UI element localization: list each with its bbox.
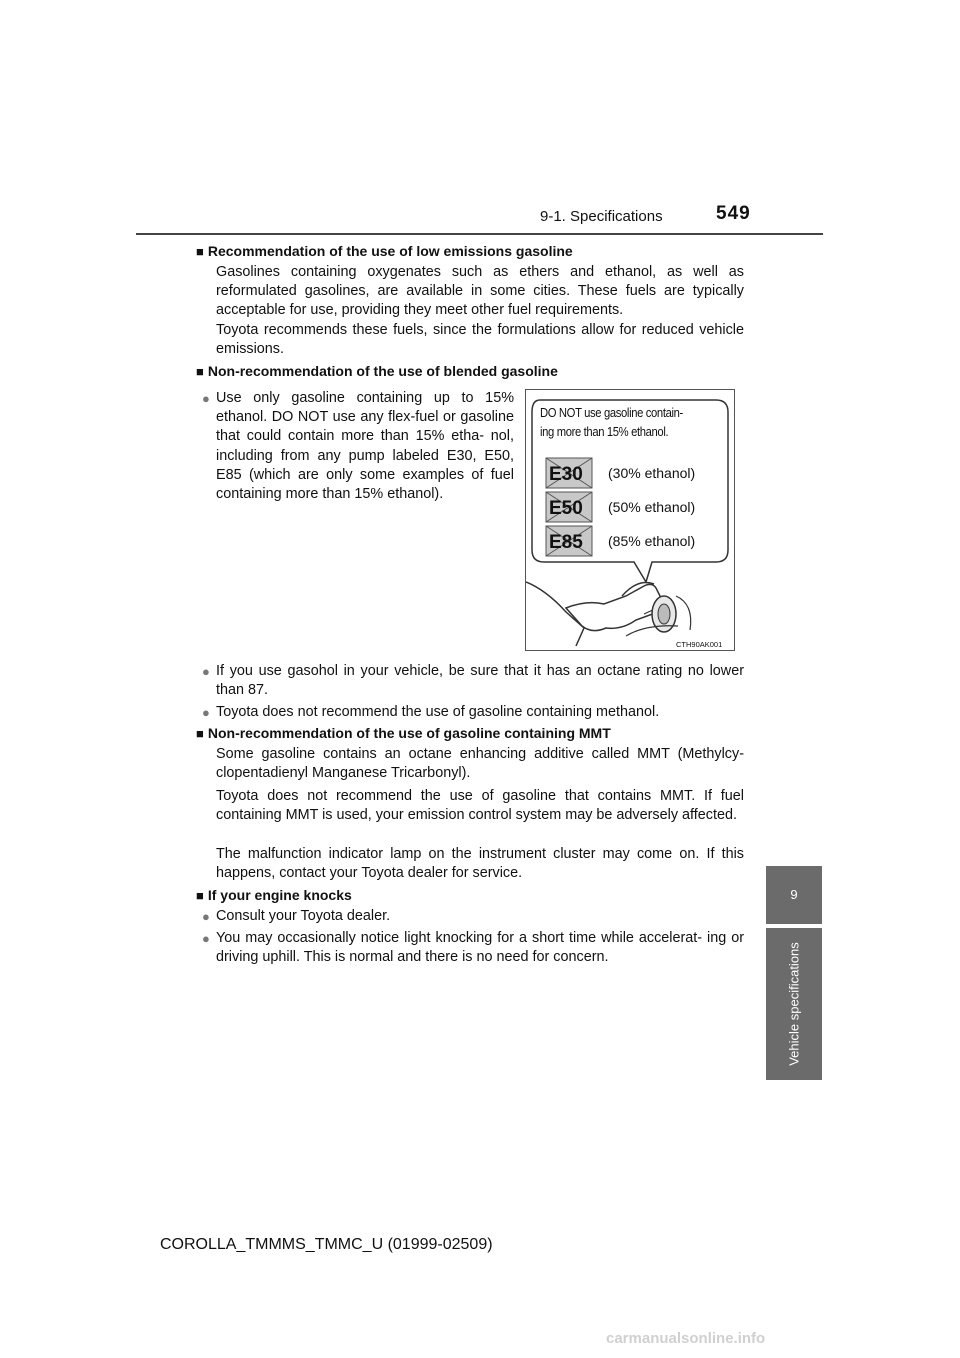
chapter-tab-text: Vehicle specifications [786, 942, 802, 1066]
paragraph-mmt-definition: Some gasoline contains an octane enhancing additive called MMT (Methylcy- clopentadienyl Manganese Tricarbonyl). [216, 746, 744, 782]
fuel-code-list [549, 458, 583, 560]
fuel-code-e85: E85 [549, 532, 583, 553]
circle-bullet-icon: ● [202, 391, 210, 406]
fuel-warning-figure [525, 389, 735, 651]
circle-bullet-icon: ● [202, 931, 210, 946]
chapter-tab-number: 9 [766, 866, 822, 924]
fuel-desc-e30: (30% ethanol) [608, 465, 696, 481]
watermark: carmanualsonline.info [606, 1330, 766, 1347]
heading-engine-knocks: ■ If your engine knocks [196, 887, 352, 903]
fuel-desc-list [608, 456, 695, 558]
figure-id: CTH90AK001 [676, 640, 723, 649]
bullet-ethanol-limit: ● Use only gasoline containing up to 15% ethanol. DO NOT use any flex-fuel or gasoline that could contain more than 15% etha- nol, including from any pump labeled E30, E50, E85 (which are only some examples of fuel containing more than 15% ethanol). [202, 390, 514, 503]
paragraph-mmt-not-recommended: Toyota does not recommend the use of gasoline that contains MMT. If fuel containing MMT is used, your emission control system may be adversely affected. [216, 788, 744, 824]
header-rule [136, 233, 823, 235]
section-title: 9-1. Specifications [540, 208, 663, 225]
heading-low-emissions: ■ Recommendation of the use of low emissions gasoline [196, 243, 573, 259]
bullet-methanol: ● Toyota does not recommend the use of gasoline containing methanol. [216, 703, 744, 722]
figure-warning-text: DO NOT use gasoline contain- ing more than 15% ethanol. [540, 406, 683, 439]
square-bullet-icon: ■ [196, 888, 204, 903]
page-number: 549 [716, 203, 751, 224]
bullet-consult-dealer: ● Consult your Toyota dealer. [216, 907, 744, 926]
paragraph-malfunction-lamp: The malfunction indicator lamp on the instrument cluster may come on. If this happens, contact your Toyota dealer for service. [216, 846, 744, 882]
fuel-desc-e50: (50% ethanol) [608, 499, 696, 515]
bullet-light-knocking: ● You may occasionally notice light knocking for a short time while accelerat- ing or driving uphill. This is normal and there is no need for concern. [202, 930, 744, 966]
square-bullet-icon: ■ [196, 364, 204, 379]
circle-bullet-icon: ● [202, 909, 210, 924]
circle-bullet-icon: ● [202, 664, 210, 679]
fuel-code-e50: E50 [549, 498, 583, 519]
document-footer: COROLLA_TMMMS_TMMC_U (01999-02509) [160, 1236, 493, 1253]
bullet-octane-rating: ● If you use gasohol in your vehicle, be sure that it has an octane rating no lower than 87. [202, 663, 744, 699]
heading-blended-gasoline: ■ Non-recommendation of the use of blended gasoline [196, 363, 558, 379]
chapter-tab-label [766, 928, 822, 1080]
paragraph-toyota-recommends: Toyota recommends these fuels, since the formulations allow for reduced vehicle emissions. [216, 322, 744, 358]
fuel-desc-e85: (85% ethanol) [608, 533, 696, 549]
paragraph-oxygenates: Gasolines containing oxygenates such as ethers and ethanol, as well as reformulated gasolines, are available in some cities. These fuels are typically acceptable for use, providing they meet other fuel requirements. [216, 264, 744, 319]
circle-bullet-icon: ● [202, 705, 210, 720]
square-bullet-icon: ■ [196, 244, 204, 259]
square-bullet-icon: ■ [196, 726, 204, 741]
heading-mmt: ■ Non-recommendation of the use of gasoline containing MMT [196, 725, 611, 741]
fuel-code-e30: E30 [549, 464, 583, 485]
